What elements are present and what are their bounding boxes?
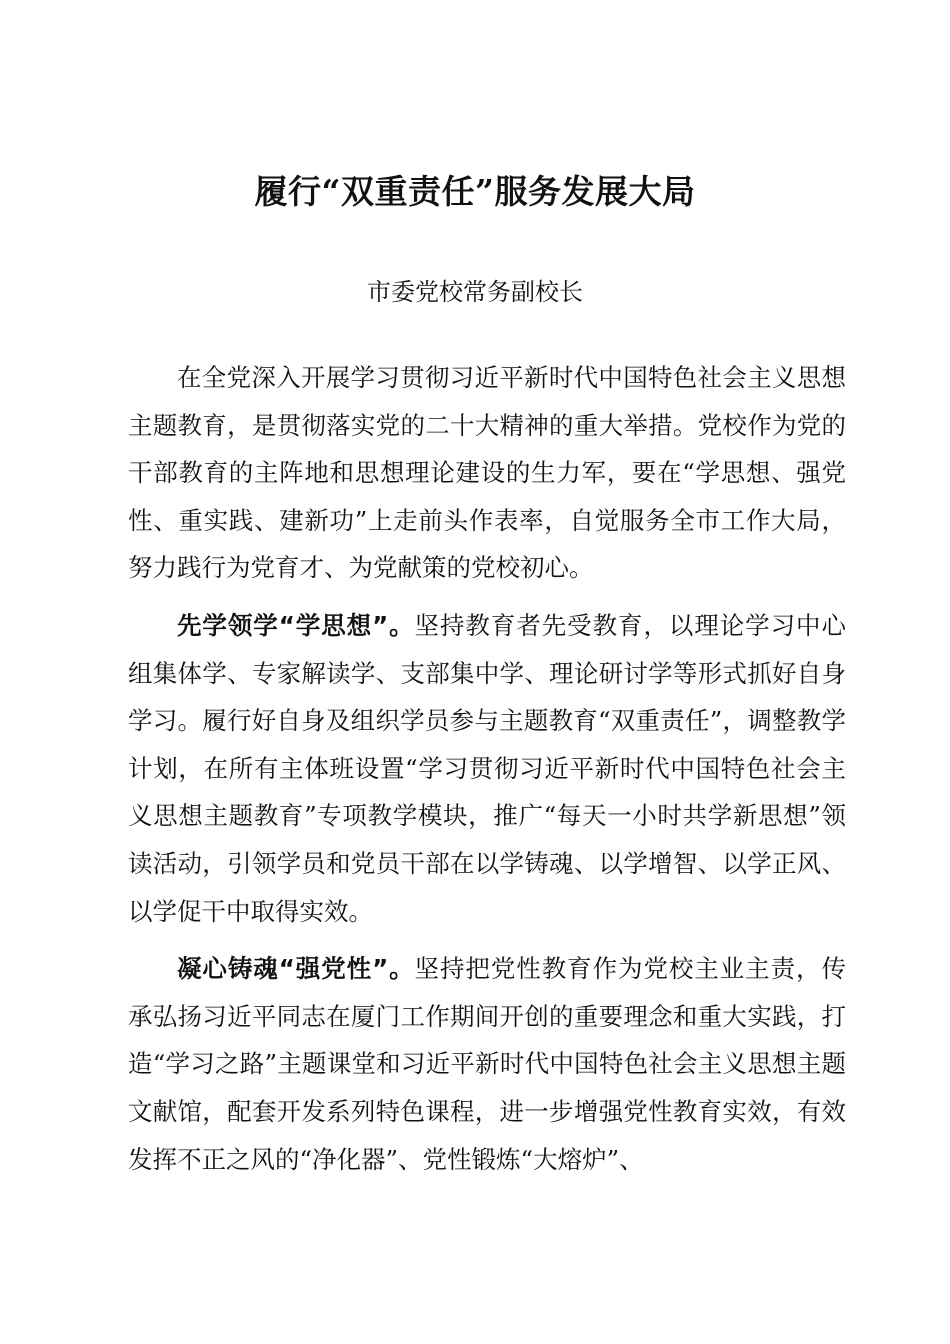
paragraph-lead: 凝心铸魂“强党性”。: [177, 954, 415, 984]
paragraph-lead: 先学领学“学思想”。: [177, 610, 415, 640]
paragraph-text: 坚持把党性教育作为党校主业主责，传承弘扬习近平同志在厦门工作期间开创的重要理念和重大实践，打造“学习之路”主题课堂和习近平新时代中国特色社会主义思想主题文献馆，配套开发系列特色课程，进一步增强党性教育实效，有效发挥不正之风的“净化器”、党性锻炼“大熔炉”、: [128, 954, 846, 1174]
paragraph-text: 在全党深入开展学习贯彻习近平新时代中国特色社会主义思想主题教育，是贯彻落实党的二十大精神的重大举措。党校作为党的干部教育的主阵地和思想理论建设的生力军，要在“学思想、强党性、重实践、建新功”上走前头作表率，自觉服务全市工作大局，努力践行为党育才、为党献策的党校初心。: [128, 363, 846, 583]
document-title: 履行“双重责任”服务发展大局: [254, 172, 696, 211]
paragraph-intro: [128, 354, 846, 592]
paragraph-strengthen-party-spirit: [128, 945, 846, 1183]
document-body: [128, 354, 846, 1193]
paragraph-text: 坚持教育者先受教育，以理论学习中心组集体学、专家解读学、支部集中学、理论研讨学等形式抓好自身学习。履行好自身及组织学员参与主题教育“双重责任”，调整教学计划，在所有主体班设置“学习贯彻习近平新时代中国特色社会主义思想主题教育”专项教学模块，推广“每天一小时共学新思想”领读活动，引领学员和党员干部在以学铸魂、以学增智、以学正风、以学促干中取得实效。: [128, 610, 846, 926]
author-line: 市委党校常务副校长: [367, 278, 583, 306]
paragraph-study-thought: [128, 602, 846, 935]
